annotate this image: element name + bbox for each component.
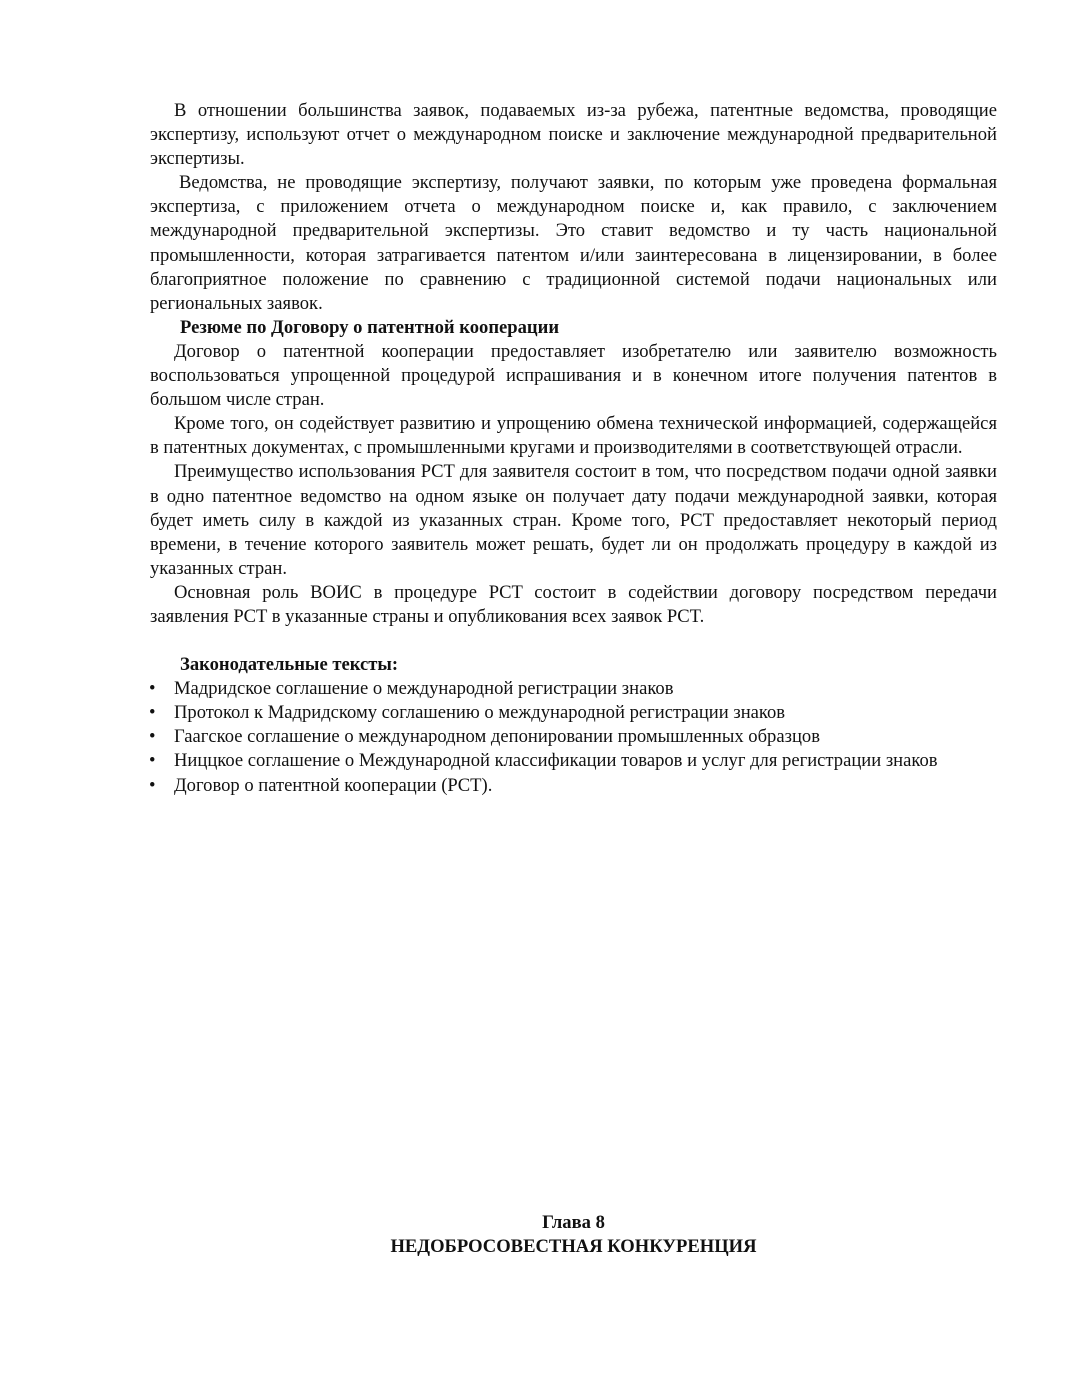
bullet-icon: • <box>149 702 156 724</box>
bullet-icon: • <box>149 726 156 748</box>
list-item-text: Протокол к Мадридскому соглашению о международной регистрации знаков <box>174 702 786 724</box>
list-item-text: Гаагское соглашение о международном депонировании промышленных образцов <box>174 726 820 748</box>
section-heading-pct-summary: Резюме по Договору о патентной кооперации <box>180 316 560 338</box>
list-item-text: Ниццкое соглашение о Международной классификации товаров и услуг для регистрации знаков <box>174 750 938 772</box>
paragraph-pct-advantage: Преимущество использования PCT для заявителя состоит в том, что посредством подачи одной заявки в одно патентное ведомство на одном языке он получает дату подачи международной заявки, которая будет иметь силу в каждой из указанных стран. Кроме того, PCT предоставляет некоторый период времени, в течение которого заявитель может решать, будет ли он продолжать процедуру в каждой из указанных стран. <box>150 461 997 579</box>
document-page <box>150 99 997 798</box>
paragraph-wipo-role: Основная роль ВОИС в процедуре PCT состоит в содействии договору посредством передачи заявления PCT в указанные страны и опубликования всех заявок PCT. <box>150 581 997 627</box>
bullet-icon: • <box>149 750 156 772</box>
chapter-number: Глава 8 <box>542 1212 605 1233</box>
paragraph-pct-overview: Договор о патентной кооперации предоставляет изобретателю или заявителю возможность воспользоваться упрощенной процедурой испрашивания и в конечном итоге получения патентов в большом числе стран. <box>150 340 997 411</box>
bullet-icon: • <box>149 774 156 796</box>
list-item <box>150 677 997 701</box>
bullet-icon: • <box>149 678 156 700</box>
list-item <box>150 701 997 725</box>
section-heading-legal-texts: Законодательные тексты: <box>180 654 399 676</box>
list-item <box>150 774 997 798</box>
section-spacer <box>150 629 997 653</box>
chapter-title: НЕДОБРОСОВЕСТНАЯ КОНКУРЕНЦИЯ <box>390 1236 757 1257</box>
paragraph-foreign-applications: В отношении большинства заявок, подаваемых из-за рубежа, патентные ведомства, проводящие экспертизу, используют отчет о международном поиске и заключение международной предварительной экспертизы. <box>150 100 997 170</box>
list-item-text: Договор о патентной кооперации (PCT). <box>174 774 493 796</box>
list-item <box>150 749 997 773</box>
list-item-text: Мадридское соглашение о международной регистрации знаков <box>174 678 674 700</box>
legal-texts-list <box>150 677 997 797</box>
list-item <box>150 725 997 749</box>
paragraph-non-examining-offices: Ведомства, не проводящие экспертизу, получают заявки, по которым уже проведена формальная экспертиза, с приложением отчета о международном поиске и, как правило, с заключением международной предварительной экспертизы. Это ставит ведомство и ту часть национальной промышленности, которая затрагивается патентом и/или заинтересована в лицензировании, в более благоприятное положение по сравнению с традиционной системой подачи национальных или региональных заявок. <box>150 172 997 314</box>
chapter-header <box>150 1211 997 1259</box>
paragraph-pct-information-exchange: Кроме того, он содействует развитию и упрощению обмена технической информацией, содержащейся в патентных документах, с промышленными кругами и производителями в соответствующей отрасли. <box>150 413 997 459</box>
